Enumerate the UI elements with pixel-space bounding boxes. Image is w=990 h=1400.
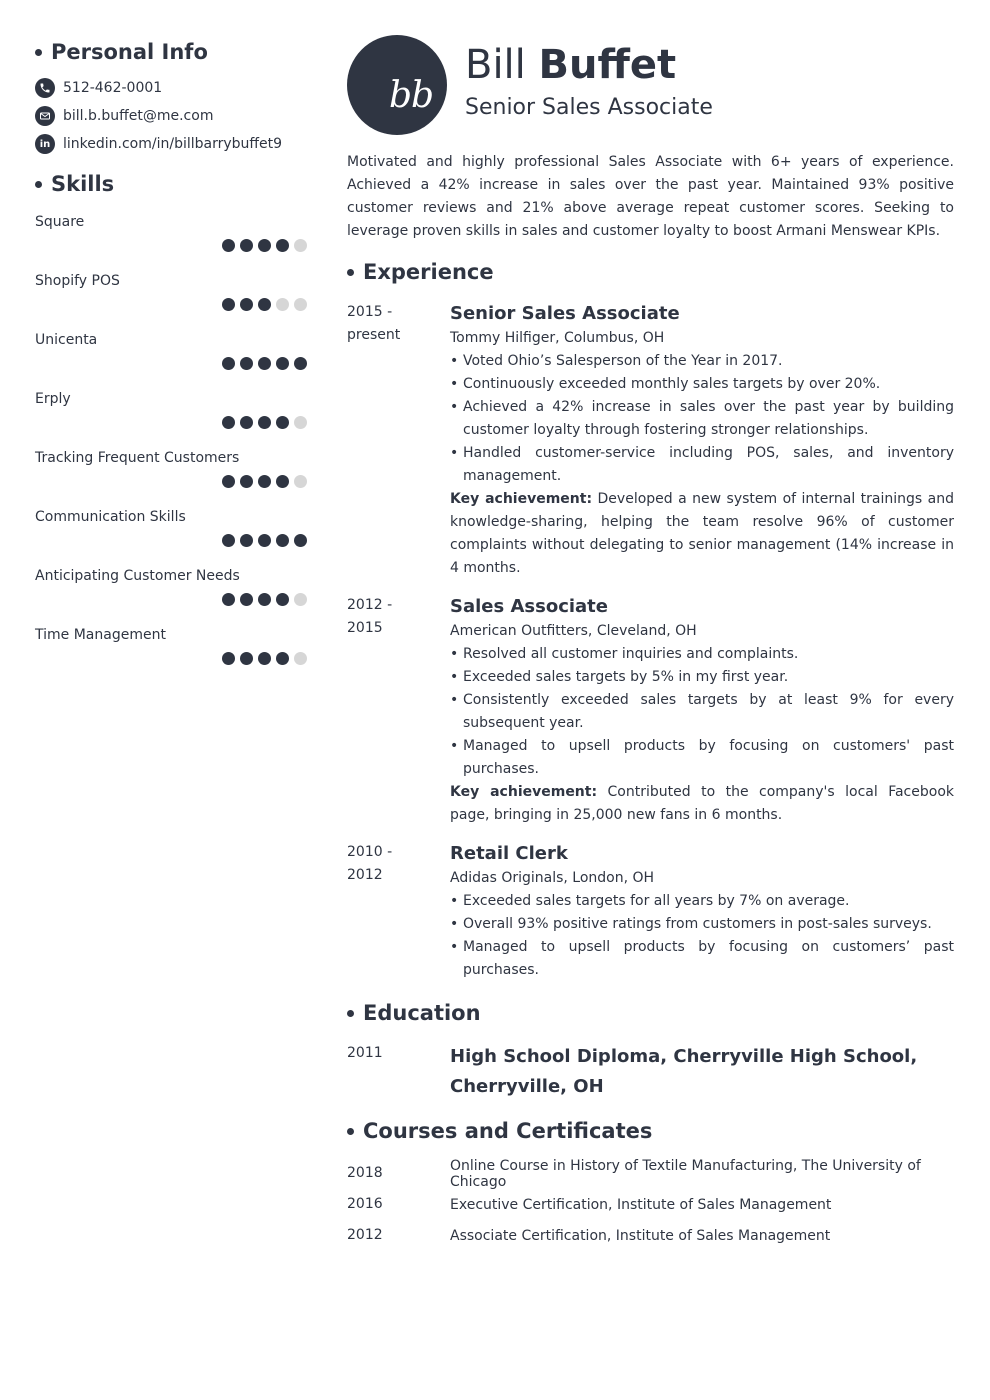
rating-dot-icon	[276, 652, 289, 665]
course-year: 2016	[347, 1196, 383, 1212]
rating-dot-icon	[240, 416, 253, 429]
courses-list	[347, 1158, 954, 1251]
job-title: Senior Sales Associate	[450, 303, 680, 324]
rating-dot-icon	[276, 593, 289, 606]
experience-heading	[347, 257, 954, 287]
email-text[interactable]: bill.b.buffet@me.com	[63, 108, 214, 124]
rating-dot-icon	[240, 475, 253, 488]
education-heading	[347, 998, 954, 1028]
job-date-end: present	[347, 327, 401, 343]
rating-dot-icon	[276, 416, 289, 429]
rating-dot-icon	[258, 357, 271, 370]
skill-rating	[217, 652, 307, 665]
education-heading-text: Education	[363, 1001, 481, 1025]
skill-name: Communication Skills	[35, 509, 186, 525]
education-item	[347, 1042, 954, 1102]
rating-dot-icon	[294, 475, 307, 488]
key-achievement-label: Key achievement:	[450, 491, 593, 507]
experience-item	[347, 301, 954, 580]
rating-dot-icon	[222, 239, 235, 252]
linkedin-link[interactable]: linkedin.com/in/billbarrybuffet9	[63, 136, 283, 152]
rating-dot-icon	[240, 534, 253, 547]
skills-list	[35, 204, 307, 676]
rating-dot-icon	[294, 652, 307, 665]
rating-dot-icon	[294, 534, 307, 547]
job-bullet: • Managed to upsell products by focusing on customers' past purchases.	[450, 735, 954, 781]
job-title: Sales Associate	[450, 596, 608, 617]
course-item	[347, 1220, 954, 1251]
skill-rating	[217, 416, 307, 429]
skill-name: Anticipating Customer Needs	[35, 568, 240, 584]
job-dates	[347, 841, 450, 982]
job-bullets	[450, 643, 954, 781]
job-date-start: 2010 -	[347, 844, 393, 860]
job-bullet: • Consistently exceeded sales targets by at least 9% for every subsequent year.	[450, 689, 954, 735]
personal-info-heading	[35, 38, 307, 66]
key-achievement-label: Key achievement:	[450, 784, 598, 800]
skill-item	[35, 204, 307, 263]
job-dates	[347, 594, 450, 827]
rating-dot-icon	[222, 416, 235, 429]
education-degree: High School Diploma, Cherryville High School, Cherryville, OH	[450, 1046, 918, 1097]
rating-dot-icon	[222, 357, 235, 370]
phone-icon	[35, 78, 55, 98]
contact-list	[35, 74, 307, 158]
bullet-dot-icon	[35, 49, 42, 56]
job-company: Tommy Hilfiger, Columbus, OH	[450, 330, 665, 346]
rating-dot-icon	[294, 298, 307, 311]
experience-item	[347, 594, 954, 827]
job-title: Retail Clerk	[450, 843, 568, 864]
job-date-start: 2015 -	[347, 304, 393, 320]
rating-dot-icon	[258, 475, 271, 488]
key-achievement-text: Developed a new system of internal trainings and knowledge-sharing, helping the team resolve 96% of customer complaints without delegating to senior management (14% increase in 4 months.	[450, 491, 955, 576]
job-body	[450, 594, 954, 827]
skill-item	[35, 322, 307, 381]
rating-dot-icon	[258, 416, 271, 429]
skills-heading-text: Skills	[51, 172, 115, 196]
bullet-dot-icon	[347, 1010, 354, 1017]
job-bullet: • Continuously exceeded monthly sales targets by over 20%.	[450, 373, 954, 396]
summary-paragraph: Motivated and highly professional Sales Associate with 6+ years of experience. Achieved a 42% increase in sales over the past year. Maintained 93% positive customer reviews and 21% above average repeat customer scores. Seeking to leverage proven skills in sales and customer loyalty to boost Armani Menswear KPIs.	[347, 154, 954, 239]
job-company: Adidas Originals, London, OH	[450, 870, 655, 886]
rating-dot-icon	[222, 593, 235, 606]
rating-dot-icon	[276, 298, 289, 311]
resume-header	[347, 35, 954, 135]
key-achievement-text: Contributed to the company's local Facebook page, bringing in 25,000 new fans in 6 months.	[450, 784, 954, 823]
education-list	[347, 1042, 954, 1102]
job-bullet: • Handled customer-service including POS, sales, and inventory management.	[450, 442, 954, 488]
rating-dot-icon	[294, 416, 307, 429]
job-dates	[347, 301, 450, 580]
left-column	[35, 38, 307, 676]
rating-dot-icon	[240, 357, 253, 370]
experience-heading-text: Experience	[363, 260, 494, 284]
job-bullets	[450, 350, 954, 488]
skills-heading	[35, 170, 307, 198]
skill-item	[35, 440, 307, 499]
job-bullet: • Exceeded sales targets for all years by 7% on average.	[450, 890, 954, 913]
job-bullet: • Achieved a 42% increase in sales over the past year by building customer loyalty through fostering stronger relationships.	[450, 396, 954, 442]
course-item	[347, 1158, 954, 1189]
rating-dot-icon	[222, 475, 235, 488]
course-name: Online Course in History of Textile Manufacturing, The University of Chicago	[450, 1157, 921, 1190]
courses-heading	[347, 1116, 954, 1146]
avatar-initials: bb	[389, 75, 434, 116]
job-date-end: 2015	[347, 620, 383, 636]
rating-dot-icon	[276, 475, 289, 488]
rating-dot-icon	[276, 534, 289, 547]
courses-heading-text: Courses and Certificates	[363, 1119, 653, 1143]
rating-dot-icon	[294, 357, 307, 370]
job-date-end: 2012	[347, 867, 383, 883]
headline-title: Senior Sales Associate	[465, 95, 713, 120]
rating-dot-icon	[222, 534, 235, 547]
education-year: 2011	[347, 1045, 383, 1061]
skill-name: Tracking Frequent Customers	[35, 450, 240, 466]
contact-linkedin	[35, 130, 307, 158]
rating-dot-icon	[240, 298, 253, 311]
bullet-dot-icon	[35, 181, 42, 188]
rating-dot-icon	[258, 239, 271, 252]
contact-phone	[35, 74, 307, 102]
job-bullet: • Managed to upsell products by focusing on customers’ past purchases.	[450, 936, 954, 982]
skill-rating	[217, 534, 307, 547]
skill-rating	[217, 593, 307, 606]
rating-dot-icon	[294, 239, 307, 252]
course-item	[347, 1189, 954, 1220]
contact-email	[35, 102, 307, 130]
last-name: Buffet	[538, 42, 677, 88]
course-name: Executive Certification, Institute of Sales Management	[450, 1196, 832, 1213]
job-company: American Outfitters, Cleveland, OH	[450, 623, 697, 639]
skill-item	[35, 558, 307, 617]
rating-dot-icon	[222, 652, 235, 665]
job-bullet: • Voted Ohio’s Salesperson of the Year in 2017.	[450, 350, 954, 373]
course-year: 2018	[347, 1165, 383, 1181]
key-achievement	[450, 488, 954, 580]
job-date-start: 2012 -	[347, 597, 393, 613]
rating-dot-icon	[258, 652, 271, 665]
course-name: Associate Certification, Institute of Sales Management	[450, 1227, 831, 1244]
skill-item	[35, 381, 307, 440]
rating-dot-icon	[258, 534, 271, 547]
experience-list	[347, 301, 954, 982]
skill-item	[35, 499, 307, 558]
skill-rating	[217, 239, 307, 252]
rating-dot-icon	[276, 357, 289, 370]
skill-rating	[217, 298, 307, 311]
rating-dot-icon	[276, 239, 289, 252]
rating-dot-icon	[258, 298, 271, 311]
course-year: 2012	[347, 1227, 383, 1243]
job-bullet: • Resolved all customer inquiries and complaints.	[450, 643, 954, 666]
first-name: Bill	[465, 42, 526, 88]
phone-text: 512-462-0001	[63, 80, 163, 96]
skill-name: Shopify POS	[35, 273, 120, 289]
skill-rating	[217, 357, 307, 370]
rating-dot-icon	[258, 593, 271, 606]
personal-info-heading-text: Personal Info	[51, 40, 208, 64]
rating-dot-icon	[240, 652, 253, 665]
name-block	[465, 35, 713, 120]
job-bullet: • Exceeded sales targets by 5% in my first year.	[450, 666, 954, 689]
full-name	[465, 41, 713, 89]
linkedin-icon: in	[35, 134, 55, 154]
rating-dot-icon	[222, 298, 235, 311]
bullet-dot-icon	[347, 269, 354, 276]
key-achievement	[450, 781, 954, 827]
job-body	[450, 841, 954, 982]
skill-name: Erply	[35, 391, 71, 407]
experience-item	[347, 841, 954, 982]
bullet-dot-icon	[347, 1128, 354, 1135]
job-bullet: • Overall 93% positive ratings from customers in post-sales surveys.	[450, 913, 954, 936]
skill-rating	[217, 475, 307, 488]
right-column	[347, 35, 954, 1251]
job-body	[450, 301, 954, 580]
skill-name: Unicenta	[35, 332, 98, 348]
skill-name: Square	[35, 214, 85, 230]
skill-name: Time Management	[35, 627, 166, 643]
skill-item	[35, 263, 307, 322]
rating-dot-icon	[240, 593, 253, 606]
avatar	[347, 35, 447, 135]
rating-dot-icon	[240, 239, 253, 252]
email-icon	[35, 106, 55, 126]
job-bullets	[450, 890, 954, 982]
skill-item	[35, 617, 307, 676]
rating-dot-icon	[294, 593, 307, 606]
